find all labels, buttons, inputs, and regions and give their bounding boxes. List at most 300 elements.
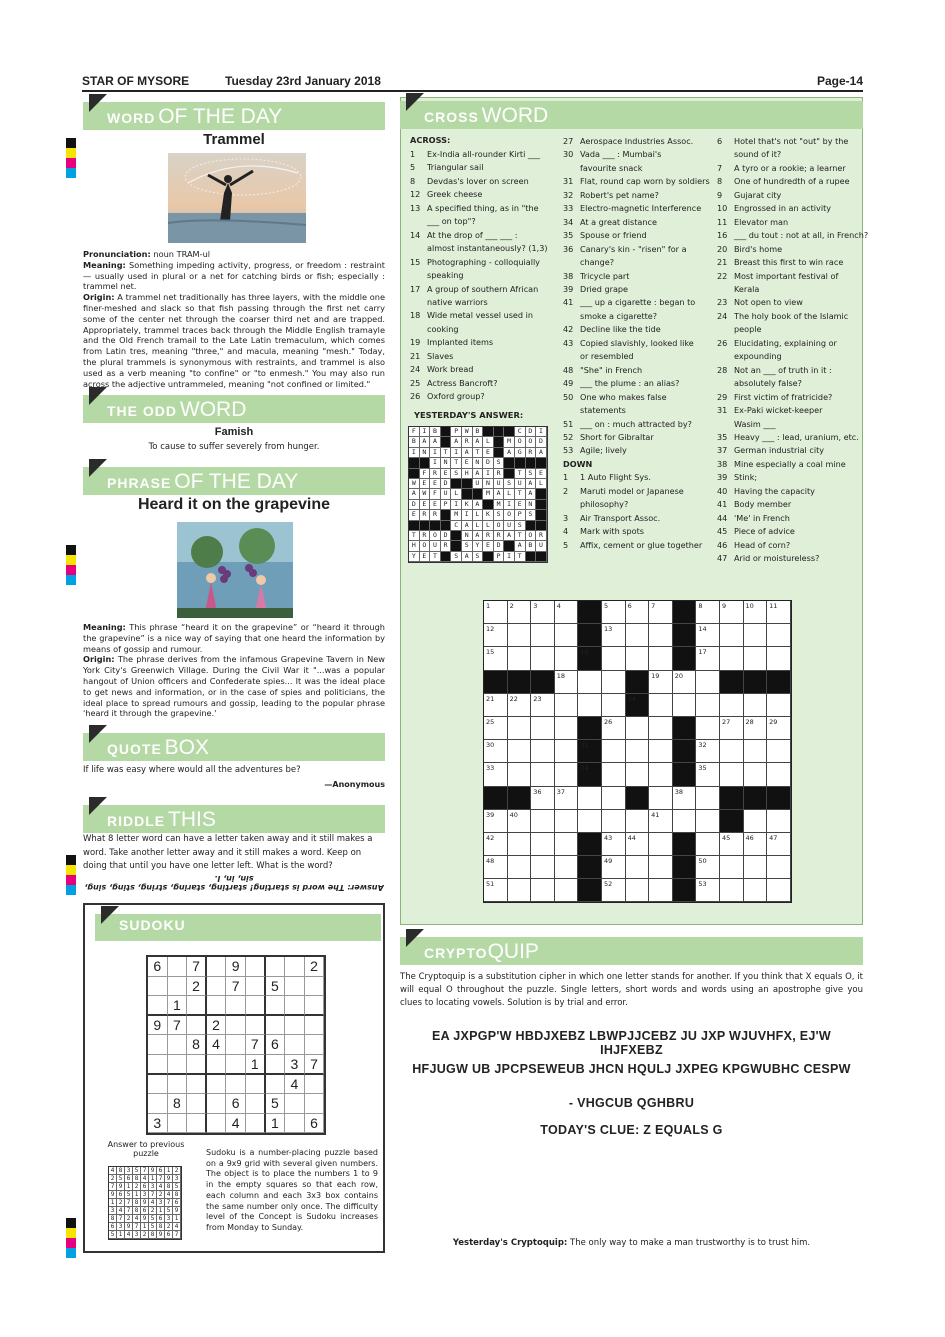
- crossword-cell[interactable]: [696, 879, 720, 902]
- crossword-cell[interactable]: [626, 717, 650, 740]
- clue-number: [563, 310, 580, 323]
- sudoku-cell[interactable]: [148, 1035, 168, 1055]
- answer-cell: [483, 500, 494, 510]
- yesterday-crossword-answer-grid: [408, 426, 548, 563]
- crossword-cell[interactable]: [696, 717, 720, 740]
- clue-row: [717, 444, 868, 457]
- sudoku-cell[interactable]: [226, 996, 246, 1016]
- crossword-cell[interactable]: [508, 740, 532, 763]
- answer-cell: W: [420, 489, 431, 499]
- clue-number: 53: [563, 445, 574, 456]
- sudoku-cell[interactable]: [168, 1055, 188, 1075]
- crossword-cell[interactable]: [744, 601, 768, 624]
- crossword-cell[interactable]: [531, 624, 555, 647]
- crossword-cell[interactable]: [484, 717, 508, 740]
- clue-text: Mark with spots: [580, 526, 644, 537]
- crossword-cell[interactable]: [602, 810, 626, 833]
- crossword-cell[interactable]: [508, 833, 532, 856]
- clue-row: [410, 148, 548, 161]
- crossword-cell[interactable]: [602, 717, 626, 740]
- crossword-black-cell: [720, 787, 744, 810]
- sudoku-cell[interactable]: [266, 1075, 286, 1095]
- crossword-cell[interactable]: [626, 763, 650, 786]
- crossword-cell[interactable]: [555, 763, 579, 786]
- crossword-cell[interactable]: [626, 879, 650, 902]
- crossword-cell[interactable]: [531, 833, 555, 856]
- phrase-title: Heard it on the grapevine: [137, 496, 331, 513]
- answer-cell: 5: [125, 1191, 133, 1199]
- answer-cell: E: [430, 500, 441, 510]
- answer-cell: A: [515, 541, 526, 551]
- answer-cell: S: [526, 510, 537, 520]
- crossword-cell[interactable]: [508, 810, 532, 833]
- sudoku-cell[interactable]: [285, 1114, 305, 1134]
- crossword-cell[interactable]: [602, 833, 626, 856]
- answer-cell: O: [504, 510, 515, 520]
- crossword-cell[interactable]: [626, 856, 650, 879]
- answer-cell: [504, 458, 515, 468]
- answer-cell: 3: [173, 1175, 181, 1183]
- sudoku-cell[interactable]: [246, 1075, 266, 1095]
- crossword-cell[interactable]: [578, 694, 602, 717]
- crossword-cell[interactable]: [555, 601, 579, 624]
- crossword-cell[interactable]: [531, 717, 555, 740]
- crossword-cell[interactable]: [767, 694, 791, 717]
- crossword-cell[interactable]: [602, 624, 626, 647]
- answer-cell: 6: [165, 1231, 173, 1239]
- answer-cell: A: [420, 437, 431, 447]
- answer-cell: 7: [157, 1175, 165, 1183]
- crossword-cell[interactable]: [720, 624, 744, 647]
- origin-text: A trammel net traditionally has three layers, with the middle one finer-meshed and slack so that fish passing through the first net carry some of the center net through the coarser third net and are trapped. Appropriately, trammel traces back through the Middle English tramayle and the Old French tramail to the Late Latin tremaculum, which comes from Latin tres, meaning "three," and macula, meaning "mesh." Today, the plural trammels is synonymous with restraints, and trammel is also used as a verb meaning "to confine" or "to enmesh." You may also run across the adjective untrammeled, meaning "not confined or limited.": [83, 292, 385, 389]
- crossword-cell[interactable]: [649, 763, 673, 786]
- sudoku-cell[interactable]: [148, 1075, 168, 1095]
- crossword-cell[interactable]: [508, 717, 532, 740]
- sudoku-cell[interactable]: [207, 996, 227, 1016]
- clue-text: A group of southern African: [427, 283, 539, 294]
- crossword-cell[interactable]: [626, 601, 650, 624]
- clue-number: 13: [410, 202, 421, 213]
- answer-cell: A: [526, 479, 537, 489]
- crossword-cell[interactable]: [744, 624, 768, 647]
- crossword-cell[interactable]: [626, 647, 650, 670]
- sudoku-cell[interactable]: [246, 1114, 266, 1134]
- sudoku-cell[interactable]: [207, 1075, 227, 1095]
- answer-cell: [494, 437, 505, 447]
- sudoku-cell[interactable]: [305, 1016, 325, 1036]
- crossword-cell[interactable]: [744, 763, 768, 786]
- word-of-day-body: [83, 249, 385, 389]
- crossword-cell[interactable]: [531, 856, 555, 879]
- crossword-cell[interactable]: [508, 624, 532, 647]
- crossword-cell[interactable]: [555, 717, 579, 740]
- answer-cell: 7: [173, 1231, 181, 1239]
- sudoku-cell[interactable]: [187, 1114, 207, 1134]
- registration-marks: [66, 1218, 76, 1258]
- crossword-cell[interactable]: [531, 787, 555, 810]
- answer-cell: 8: [157, 1223, 165, 1231]
- answer-cell: [515, 458, 526, 468]
- sudoku-cell[interactable]: [285, 1016, 305, 1036]
- crossword-cell[interactable]: [555, 879, 579, 902]
- sudoku-cell[interactable]: [305, 977, 325, 997]
- sudoku-cell: 6: [266, 1035, 286, 1055]
- corner-triangle-icon: [406, 93, 424, 111]
- sudoku-cell[interactable]: [187, 1016, 207, 1036]
- answer-cell: 6: [173, 1199, 181, 1207]
- answer-cell: 3: [133, 1231, 141, 1239]
- crossword-black-cell: [744, 787, 768, 810]
- clue-number: 1: [410, 149, 416, 159]
- sudoku-cell[interactable]: [285, 1094, 305, 1114]
- crossword-cell[interactable]: [720, 879, 744, 902]
- crossword-cell[interactable]: [744, 856, 768, 879]
- answer-cell: 1: [149, 1175, 157, 1183]
- sudoku-cell[interactable]: [285, 957, 305, 977]
- crossword-cell[interactable]: [484, 624, 508, 647]
- crossword-black-cell: [626, 671, 650, 694]
- clue-row: [717, 552, 868, 565]
- sudoku-cell[interactable]: [226, 1016, 246, 1036]
- clue-row: [410, 175, 548, 188]
- clue-text: statements: [580, 405, 626, 416]
- crossword-cell[interactable]: [531, 694, 555, 717]
- cell-number: 49: [603, 857, 613, 866]
- crossword-cell[interactable]: [602, 740, 626, 763]
- sudoku-cell[interactable]: [207, 1094, 227, 1114]
- answer-cell: L: [483, 521, 494, 531]
- sudoku-cell[interactable]: [305, 996, 325, 1016]
- crossword-cell[interactable]: [602, 694, 626, 717]
- crossword-cell[interactable]: [649, 694, 673, 717]
- crossword-cell[interactable]: [649, 601, 673, 624]
- clue-row: [563, 323, 710, 336]
- crossword-cell[interactable]: [626, 810, 650, 833]
- clue-text: Canary's kin - "risen" for a: [580, 243, 687, 254]
- crossword-cell[interactable]: [720, 856, 744, 879]
- crossword-cell[interactable]: [744, 833, 768, 856]
- sudoku-cell[interactable]: [246, 1016, 266, 1036]
- sudoku-cell[interactable]: [168, 957, 188, 977]
- crossword-cell[interactable]: [602, 601, 626, 624]
- sudoku-cell[interactable]: [168, 1035, 188, 1055]
- crossword-cell[interactable]: [555, 856, 579, 879]
- crossword-cell[interactable]: [555, 810, 579, 833]
- crossword-cell[interactable]: [696, 833, 720, 856]
- answer-cell: 2: [149, 1207, 157, 1215]
- clue-text: The holy book of the Islamic: [734, 310, 849, 321]
- crossword-cell[interactable]: [508, 856, 532, 879]
- crossword-cell[interactable]: [508, 763, 532, 786]
- answer-cell: 6: [157, 1215, 165, 1223]
- crossword-cell[interactable]: [696, 740, 720, 763]
- crossword-cell[interactable]: [555, 740, 579, 763]
- sudoku-cell[interactable]: [226, 1075, 246, 1095]
- clue-number: 1: [563, 472, 569, 483]
- crossword-black-cell: [673, 717, 697, 740]
- crossword-cell[interactable]: [696, 810, 720, 833]
- crossword-cell[interactable]: [531, 647, 555, 670]
- crossword-cell[interactable]: [744, 717, 768, 740]
- answer-cell: 4: [141, 1175, 149, 1183]
- answer-cell: [494, 427, 505, 437]
- crossword-cell[interactable]: [508, 694, 532, 717]
- crossword-cell[interactable]: [696, 694, 720, 717]
- crossword-cell[interactable]: [696, 763, 720, 786]
- crossword-cell[interactable]: [744, 879, 768, 902]
- cell-number: 9: [721, 602, 727, 610]
- crossword-cell[interactable]: [673, 787, 697, 810]
- answer-cell: 7: [149, 1191, 157, 1199]
- crossword-cell[interactable]: [649, 740, 673, 763]
- sudoku-cell[interactable]: [226, 1035, 246, 1055]
- sudoku-cell[interactable]: [246, 977, 266, 997]
- answer-cell: S: [515, 521, 526, 531]
- clue-row: [717, 270, 868, 283]
- section-title-big: WORD: [179, 398, 247, 421]
- answer-cell: A: [409, 489, 420, 499]
- odd-word: Famish: [214, 426, 254, 438]
- answer-cell: I: [462, 510, 473, 520]
- crossword-cell[interactable]: [744, 647, 768, 670]
- clue-text: or resembled: [580, 351, 634, 362]
- clue-row: [717, 539, 868, 552]
- clue-number: 5: [410, 162, 416, 173]
- sudoku-cell[interactable]: [305, 1035, 325, 1055]
- answer-cell: G: [515, 448, 526, 458]
- sudoku-cell[interactable]: [187, 1055, 207, 1075]
- clue-number: 26: [410, 391, 421, 402]
- crossword-cell[interactable]: [555, 787, 579, 810]
- crossword-cell[interactable]: [744, 740, 768, 763]
- sudoku-cell[interactable]: [168, 977, 188, 997]
- crossword-cell[interactable]: [720, 601, 744, 624]
- answer-cell: L: [504, 489, 515, 499]
- crossword-cell[interactable]: [626, 740, 650, 763]
- clue-row: [717, 216, 868, 229]
- crossword-cell[interactable]: [484, 740, 508, 763]
- answer-cell: 4: [165, 1191, 173, 1199]
- cell-number: 31: [580, 741, 589, 750]
- crossword-cell[interactable]: [484, 833, 508, 856]
- sudoku-cell[interactable]: [187, 1094, 207, 1114]
- clue-number: 19: [410, 337, 421, 348]
- crossword-cell[interactable]: [602, 763, 626, 786]
- crossword-cell[interactable]: [767, 601, 791, 624]
- origin-text: The phrase derives from the infamous Grapevine Tavern in New York City's Greenwich Village. During the Civil War it "...was a popular hangout of Union officers and Confederate spies... It was the ideal place to get news and information, or in the case of spies and politicians, the ideal place to spread rumours and gossip, leading to the popular phrase 'heard it through the grapevine.': [83, 654, 385, 719]
- crossword-cell[interactable]: [649, 856, 673, 879]
- sudoku-cell[interactable]: [305, 1094, 325, 1114]
- crossword-cell[interactable]: [649, 671, 673, 694]
- clue-text: cooking: [427, 323, 459, 334]
- crossword-cell[interactable]: [531, 810, 555, 833]
- crossword-cell[interactable]: [696, 787, 720, 810]
- crossword-cell[interactable]: [578, 810, 602, 833]
- sudoku-cell[interactable]: [187, 996, 207, 1016]
- crossword-cell[interactable]: [767, 856, 791, 879]
- answer-cell: U: [430, 541, 441, 551]
- crossword-cell[interactable]: [555, 833, 579, 856]
- clue-row: [563, 431, 710, 444]
- crossword-cell[interactable]: [602, 856, 626, 879]
- sudoku-cell[interactable]: [168, 1075, 188, 1095]
- sudoku-cell[interactable]: [285, 977, 305, 997]
- crossword-cell[interactable]: [555, 671, 579, 694]
- crossword-cell[interactable]: [696, 601, 720, 624]
- crossword-cell[interactable]: [578, 671, 602, 694]
- answer-cell: 8: [133, 1207, 141, 1215]
- crossword-cell[interactable]: [578, 787, 602, 810]
- crossword-black-cell: [578, 647, 602, 670]
- answer-cell: 3: [149, 1183, 157, 1191]
- crossword-cell[interactable]: [626, 624, 650, 647]
- crossword-cell[interactable]: [720, 833, 744, 856]
- clue-row: [563, 512, 710, 525]
- cell-number: 29: [769, 717, 778, 726]
- clue-row: [410, 309, 548, 322]
- crossword-black-cell: [578, 856, 602, 879]
- crossword-cell[interactable]: [531, 879, 555, 902]
- crossword-cell[interactable]: [720, 763, 744, 786]
- clue-number: 48: [563, 364, 574, 375]
- crossword-cell[interactable]: [767, 740, 791, 763]
- answer-cell: 4: [109, 1167, 117, 1175]
- crossword-cell[interactable]: [508, 601, 532, 624]
- quote-header: [83, 733, 385, 761]
- crossword-cell[interactable]: [555, 694, 579, 717]
- crossword-cell[interactable]: [696, 647, 720, 670]
- crossword-cell[interactable]: [673, 671, 697, 694]
- crossword-cell[interactable]: [602, 671, 626, 694]
- sudoku-cell[interactable]: [246, 957, 266, 977]
- sudoku-cell[interactable]: [207, 977, 227, 997]
- clue-text: Wasim ___: [734, 418, 776, 429]
- sudoku-cell[interactable]: [246, 996, 266, 1016]
- crossword-cell[interactable]: [767, 810, 791, 833]
- crossword-cell[interactable]: [508, 879, 532, 902]
- crossword-cell[interactable]: [649, 624, 673, 647]
- crossword-cell[interactable]: [484, 856, 508, 879]
- crossword-cell[interactable]: [744, 694, 768, 717]
- crossword-cell[interactable]: [602, 879, 626, 902]
- crossword-cell[interactable]: [508, 647, 532, 670]
- answer-cell: 9: [149, 1167, 157, 1175]
- crossword-cell[interactable]: [720, 647, 744, 670]
- crossword-cell[interactable]: [673, 810, 697, 833]
- crossword-cell[interactable]: [767, 624, 791, 647]
- sudoku-cell[interactable]: [148, 996, 168, 1016]
- crossword-cell[interactable]: [649, 647, 673, 670]
- sudoku-cell[interactable]: [187, 1075, 207, 1095]
- crossword-cell[interactable]: [531, 601, 555, 624]
- answer-cell: A: [504, 531, 515, 541]
- clue-number: 24: [410, 364, 421, 375]
- crossword-cell[interactable]: [649, 810, 673, 833]
- cell-number: 32: [698, 741, 707, 750]
- crossword-cell[interactable]: [744, 810, 768, 833]
- sudoku-cell[interactable]: [266, 1016, 286, 1036]
- sudoku-cell: 5: [266, 1094, 286, 1114]
- sudoku-cell[interactable]: [226, 1055, 246, 1075]
- sudoku-cell[interactable]: [305, 1075, 325, 1095]
- crossword-cell[interactable]: [602, 647, 626, 670]
- crossword-cell[interactable]: [531, 763, 555, 786]
- clue-number: 16: [717, 230, 728, 241]
- crossword-cell[interactable]: [696, 856, 720, 879]
- crossword-cell[interactable]: [555, 624, 579, 647]
- crossword-cell[interactable]: [555, 647, 579, 670]
- crossword-black-cell: [508, 671, 532, 694]
- sudoku-cell[interactable]: [148, 1094, 168, 1114]
- crossword-cell[interactable]: [649, 787, 673, 810]
- crossword-cell[interactable]: [673, 694, 697, 717]
- crossword-cell[interactable]: [484, 810, 508, 833]
- answer-cell: O: [515, 437, 526, 447]
- crossword-cell[interactable]: [696, 671, 720, 694]
- crossword-cell[interactable]: [602, 787, 626, 810]
- crossword-cell[interactable]: [649, 833, 673, 856]
- sudoku-cell[interactable]: [207, 1055, 227, 1075]
- crossword-cell[interactable]: [767, 833, 791, 856]
- crossword-cell[interactable]: [484, 694, 508, 717]
- crossword-cell[interactable]: [767, 879, 791, 902]
- crossword-cell[interactable]: [484, 647, 508, 670]
- registration-marks: [66, 545, 76, 585]
- clue-text: ___ up a cigarette : began to: [580, 297, 696, 308]
- crossword-cell[interactable]: [767, 717, 791, 740]
- clue-row: [717, 391, 868, 404]
- cell-number: 4: [556, 602, 561, 610]
- section-title-big: WORD: [481, 104, 549, 127]
- sudoku-cell[interactable]: [285, 1035, 305, 1055]
- crossword-cell[interactable]: [531, 740, 555, 763]
- sudoku-cell[interactable]: [266, 1055, 286, 1075]
- answer-cell: I: [483, 469, 494, 479]
- crossword-cell[interactable]: [626, 833, 650, 856]
- crossword-cell[interactable]: [720, 717, 744, 740]
- crossword-cell[interactable]: [696, 624, 720, 647]
- crossword-cell[interactable]: [484, 763, 508, 786]
- answer-cell: 8: [133, 1199, 141, 1207]
- crossword-black-cell: [673, 856, 697, 879]
- word-of-day-word: Trammel: [203, 131, 265, 148]
- crossword-cell[interactable]: [720, 740, 744, 763]
- sudoku-cell[interactable]: [207, 957, 227, 977]
- sudoku-cell[interactable]: [266, 996, 286, 1016]
- crossword-cell[interactable]: [720, 694, 744, 717]
- clue-text: Hotel that's not "out" by the: [734, 136, 849, 146]
- crossword-cell[interactable]: [767, 647, 791, 670]
- sudoku-cell[interactable]: [207, 1114, 227, 1134]
- clue-number: 34: [563, 216, 574, 227]
- clue-text: Breast this first to win race: [734, 257, 844, 268]
- sudoku-cell[interactable]: [285, 996, 305, 1016]
- sudoku-cell: 6: [148, 957, 168, 977]
- answer-cell: R: [526, 448, 537, 458]
- sudoku-cell[interactable]: [266, 957, 286, 977]
- sudoku-cell[interactable]: [148, 1055, 168, 1075]
- crossword-cell[interactable]: [649, 717, 673, 740]
- sudoku-cell[interactable]: [148, 977, 168, 997]
- sudoku-cell[interactable]: [246, 1094, 266, 1114]
- crossword-cell[interactable]: [484, 879, 508, 902]
- answer-cell: 6: [141, 1207, 149, 1215]
- sudoku-cell[interactable]: [168, 1114, 188, 1134]
- crossword-cell[interactable]: [484, 601, 508, 624]
- crossword-cell[interactable]: [649, 879, 673, 902]
- answer-cell: 2: [117, 1199, 125, 1207]
- crossword-cell[interactable]: [767, 763, 791, 786]
